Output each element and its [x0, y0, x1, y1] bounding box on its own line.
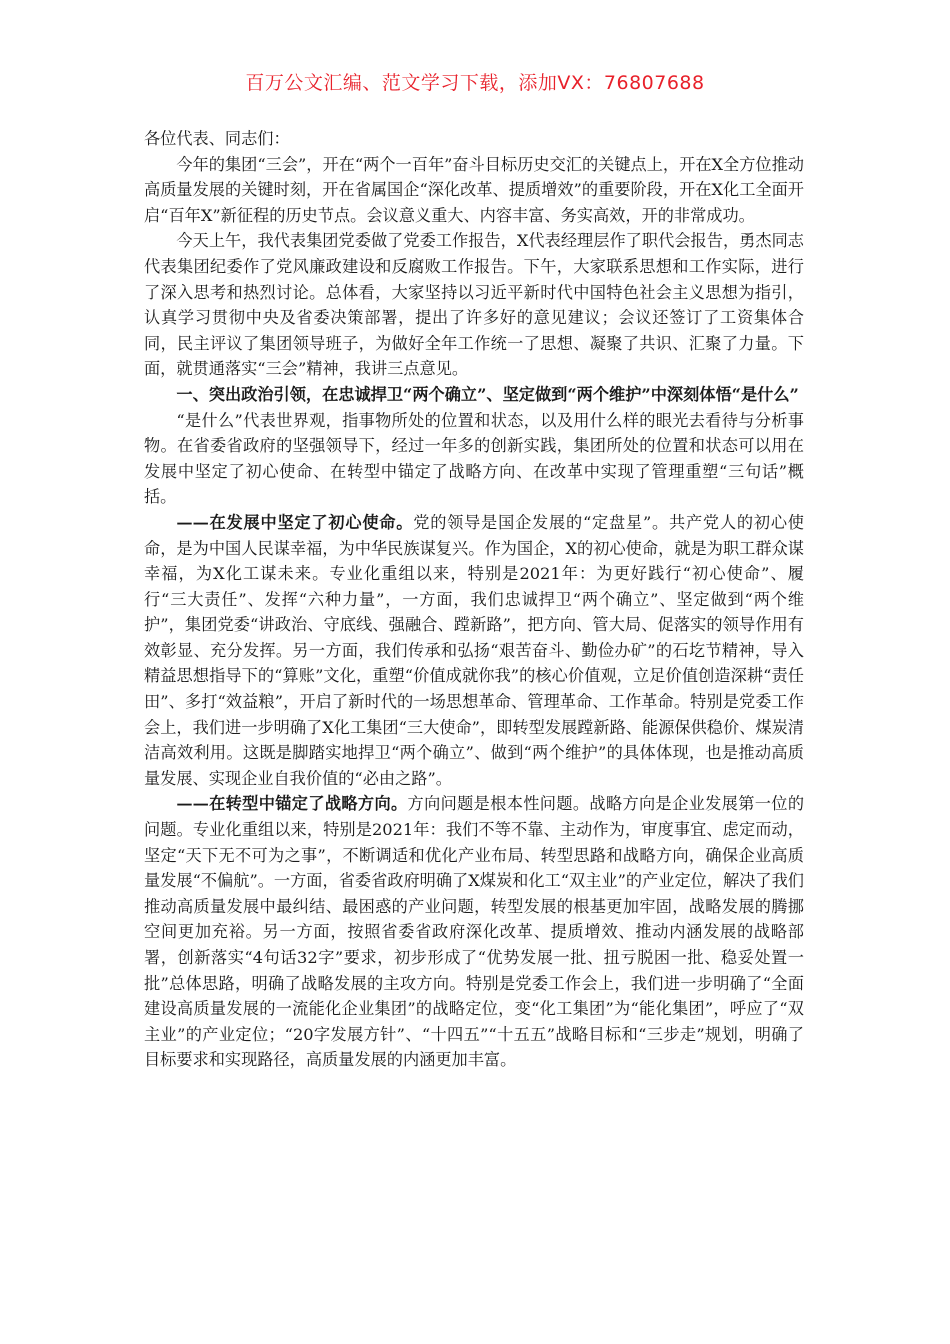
paragraph-opening: 今年的集团“三会”，开在“两个一百年”奋斗目标历史交汇的关键点上，开在X全方位推动高质量发展的关键时刻，开在省属国企“深化改革、提质增效”的重要阶段，开在X化工全面开启“百年X”新征程的历史节点。会议意义重大、内容丰富、务实高效，开的非常成功。	[144, 154, 804, 225]
paragraph-strategy-lead: ——在转型中锚定了战略方向。	[176, 794, 408, 814]
paragraph-mission-lead: ——在发展中坚定了初心使命。	[176, 512, 414, 532]
document-body	[144, 126, 804, 1073]
salutation: 各位代表、同志们：	[144, 129, 290, 148]
header-banner: 百万公文汇编、范文学习下载，添加VX：76807688	[245, 72, 705, 94]
paragraph-what-is: “是什么”代表世界观，指事物所处的位置和状态，以及用什么样的眼光去看待与分析事物。在省委省政府的坚强领导下，经过一年多的创新实践，集团所处的位置和状态可以用在发展中坚定了初心使命、在转型中锚定了战略方向、在改革中实现了管理重塑“三句话”概括。	[144, 410, 804, 507]
section-heading-1: 一、突出政治引领，在忠诚捍卫“两个确立”、坚定做到“两个维护”中深刻体悟“是什么”	[176, 384, 799, 404]
paragraph-mission	[144, 510, 804, 792]
paragraph-mission-body: 党的领导是国企发展的“定盘星”。共产党人的初心使命，是为中国人民谋幸福，为中华民族谋复兴。作为国企，X的初心使命，就是为职工群众谋幸福，为X化工谋未来。专业化重组以来，特别是2021年：为更好践行“初心使命”、履行“三大责任”、发挥“六种力量”，一方面，我们忠诚捍卫“两个确立”、坚定做到“两个维护”，集团党委“讲政治、守底线、强融合、蹚新路”，把方向、管大局、促落实的领导作用有效彰显、充分发挥。另一方面，我们传承和弘扬“艰苦奋斗、勤俭办矿”的石圪节精神，导入精益思想指导下的“算账”文化，重塑“价值成就你我”的核心价值观，立足价值创造深耕“责任田”、多打“效益粮”，开启了新时代的一场思想革命、管理革命、工作革命。特别是党委工作会上，我们进一步明确了X化工集团“三大使命”，即转型发展蹚新路、能源保供稳价、煤炭清洁高效利用。这既是脚踏实地捍卫“两个确立”、做到“两个维护”的具体体现，也是推动高质量发展、实现企业自我价值的“必由之路”。	[144, 512, 804, 788]
paragraph-strategy	[144, 791, 804, 1073]
paragraph-morning-report: 今天上午，我代表集团党委做了党委工作报告，X代表经理层作了职代会报告，勇杰同志代表集团纪委作了党风廉政建设和反腐败工作报告。下午，大家联系思想和工作实际，进行了深入思考和热烈讨论。总体看，大家坚持以习近平新时代中国特色社会主义思想为指引，认真学习贯彻中央及省委决策部署，提出了许多好的意见建议；会议还签订了工资集体合同，民主评议了集团领导班子，为做好全年工作统一了思想、凝聚了共识、汇聚了力量。下面，就贯通落实“三会”精神，我讲三点意见。	[144, 231, 804, 379]
paragraph-strategy-body: 方向问题是根本性问题。战略方向是企业发展第一位的问题。专业化重组以来，特别是2021年：我们不等不靠、主动作为，审度事宜、虑定而动，坚定“天下无不可为之事”，不断调适和优化产业布局、转型思路和战略方向，确保企业高质量发展“不偏航”。一方面，省委省政府明确了X煤炭和化工“双主业”的产业定位，解决了我们推动高质量发展中最纠结、最困惑的产业问题，转型发展的根基更加牢固，战略发展的腾挪空间更加充裕。另一方面，按照省委省政府深化改革、提质增效、推动内涵发展的战略部署，创新落实“4句话32字”要求，初步形成了“优势发展一批、扭亏脱困一批、稳妥处置一批”总体思路，明确了战略发展的主攻方向。特别是党委工作会上，我们进一步明确了“全面建设高质量发展的一流能化企业集团”的战略定位，变“化工集团”为“能化集团”，呼应了“双主业”的产业定位；“20字发展方针”、“十四五”“十五五”战略目标和“三步走”规划，明确了目标要求和实现路径，高质量发展的内涵更加丰富。	[144, 794, 805, 1070]
